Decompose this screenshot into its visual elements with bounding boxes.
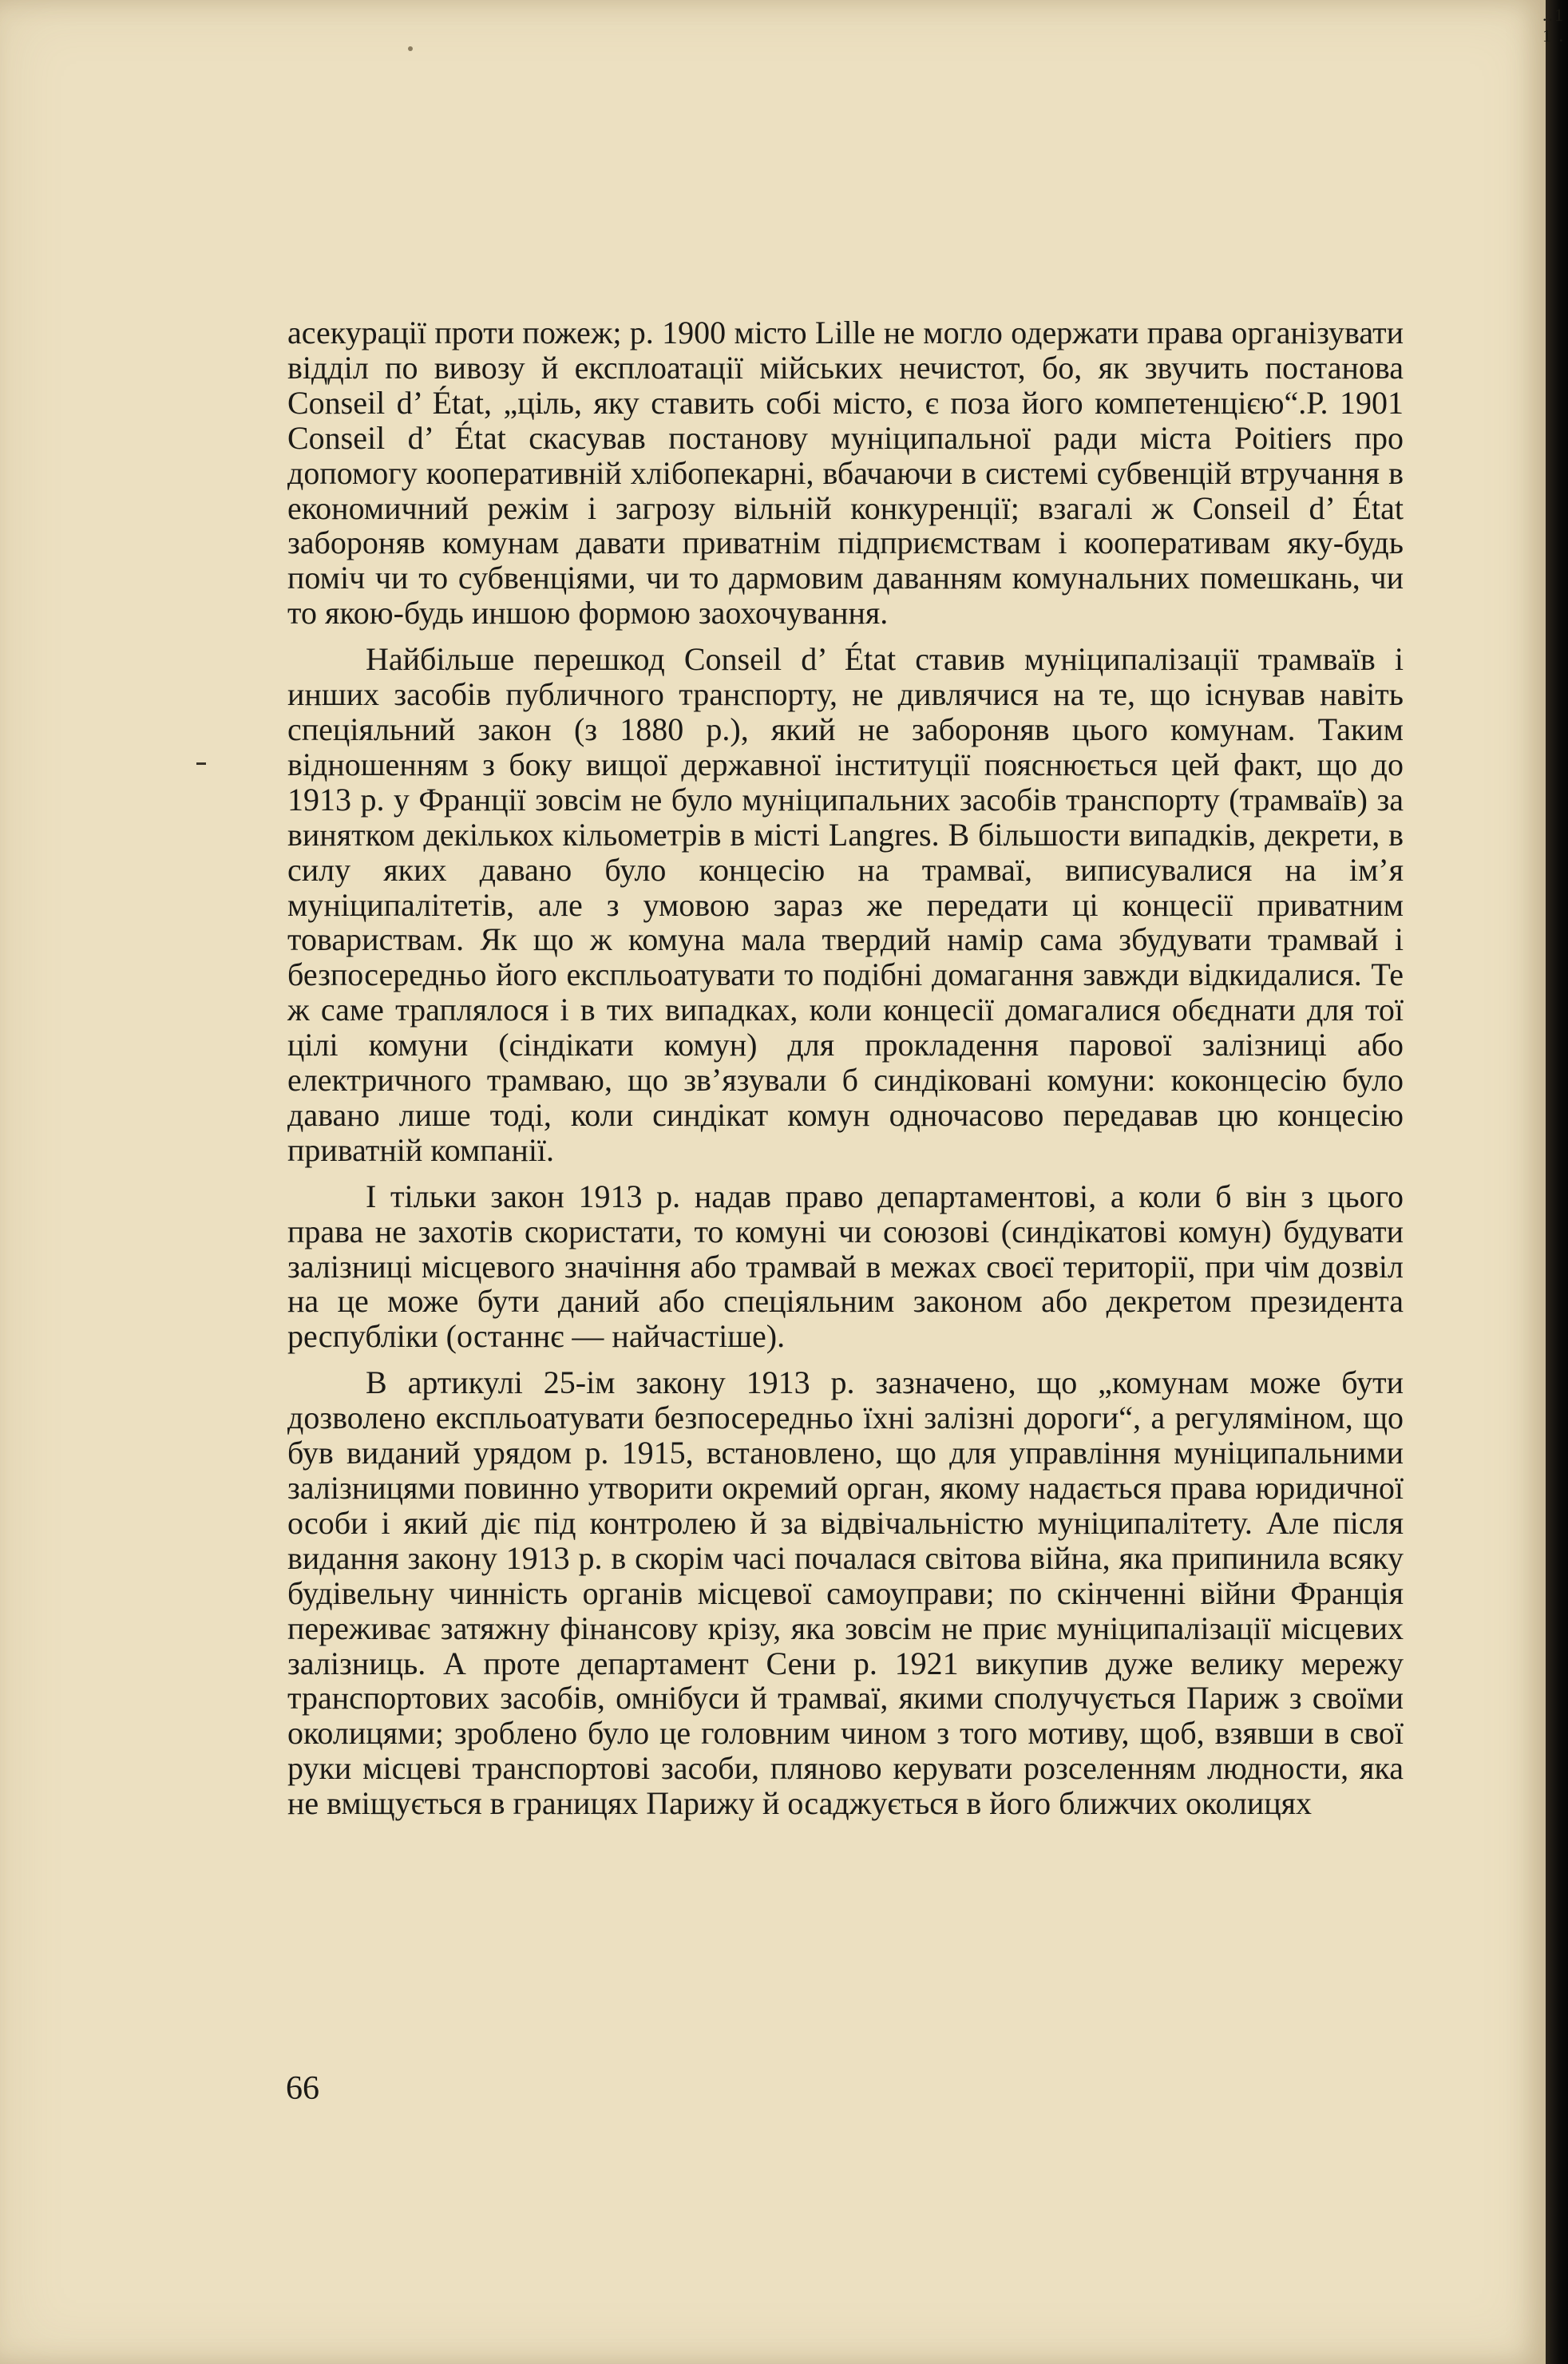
scan-edge: [1542, 0, 1568, 2364]
paragraph-3: І тільки закон 1913 р. надав право департаментові, а коли б він з цього права не захотів скористати, то комуні чи союзові (синдікатові комун) будувати залізниці місцевого значіння або трамвай в межах своєї території, при чім дозвіл на це може бути даний або спеціяльним законом або декретом президента республіки (останнє — найчастіше).: [287, 1178, 1404, 1355]
body-text: [287, 315, 1404, 1832]
edge-mark: ..1 1 .: [1542, 5, 1565, 46]
margin-mark: [196, 762, 206, 765]
paragraph-2: Найбільше перешкод Conseil d’ État ставив муніципалізації трамваїв і инших засобів публичного транспорту, не дивлячися на те, що існував навіть спеціяльний закон (з 1880 р.), який не забороняв цього комунам. Таким відношенням з боку вищої державної інституції пояснюється цей факт, що до 1913 р. у Франції зовсім не було муніципальних засобів транспорту (трамваїв) за винятком декількох кільометрів в місті Langres. В більшости випадків, декрети, в силу яких давано було концесію на трамваї, виписувалися на ім’я муніципалітетів, але з умовою зараз же передати ці концесії приватним товариствам. Як що ж комуна мала твердий намір сама збудувати трамвай і безпосередньо його експльоатувати то подібні домагання завжди відкидалися. Те ж саме траплялося і в тих випадках, коли концесії домагалися обєднати для тої цілі комуни (сіндікати комун) для прокладення парової залізниці або електричного трамваю, що зв’язували б синдіковані комуни: коконцесію було давано лише тоді, коли синдікат комун одночасово передавав цю концесію приватній компанії.: [287, 641, 1404, 1168]
page-number: 66: [286, 2070, 319, 2107]
paragraph-4: В артикулі 25-ім закону 1913 р. зазначено, що „комунам може бути дозволено експльоатувати безпосередньо їхні залізні дороги“, а регуляміном, що був виданий урядом р. 1915, встановлено, що для управління муніципальними залізницями повинно утворити окремий орган, якому надається права юридичної особи і який діє під контролею й за відвічальністю муніципалітету. Але після видання закону 1913 р. в скорім часі почалася світова війна, яка припинила всяку будівельну чинність органів місцевої самоуправи; по скінченні війни Франція переживає затяжну фінансову крізу, яка зовсім не приє муніципалізації місцевих залізниць. А проте департамент Сени р. 1921 викупив дуже велику мережу транспортових засобів, омнібуси й трамваї, якими сполучується Париж з своїми околицями; зроблено було це головним чином з того мотиву, щоб, взявши в свої руки місцеві транспортові засоби, пляново керувати розселенням людности, яка не вміщується в границях Парижу й осаджується в його ближчих околицях: [287, 1364, 1404, 1822]
paragraph-1: асекурації проти пожеж; р. 1900 місто Lille не могло одержати права організувати відділ по вивозу й експлоатації мійських нечистот, бо, як звучить постанова Conseil d’ État, „ціль, яку ставить собі місто, є поза його компетенцією“.Р. 1901 Conseil d’ État скасував постанову муніципальної ради міста Poitiers про допомогу кооперативній хлібопекарні, вбачаючи в системі субвенцій втручання в економичний режім і загрозу вільній конкуренції; взагалі ж Conseil d’ État забороняв комунам давати приватнім підприємствам і кооперативам яку-будь поміч чи то субвенціями, чи то дармовим даванням комунальних помешкань, чи то якою-будь иншою формою заохочування.: [287, 315, 1404, 632]
paper-speck: [408, 46, 413, 51]
